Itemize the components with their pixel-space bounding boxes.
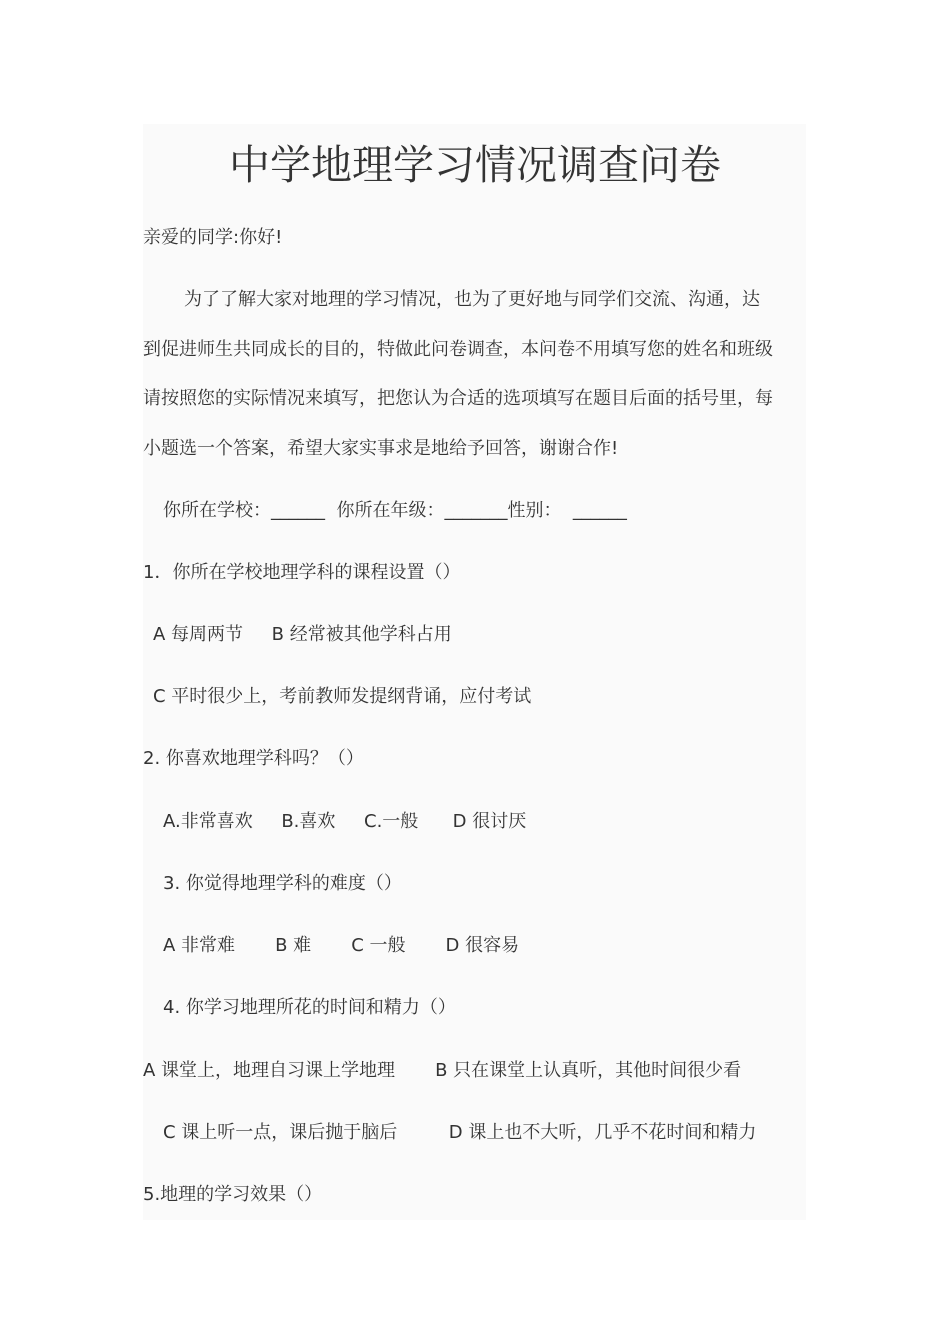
- question-1-options-line-2: C 平时很少上，考前教师发提纲背诵，应付考试: [153, 686, 532, 707]
- question-3: 3. 你觉得地理学科的难度（）: [163, 873, 402, 894]
- question-2: 2. 你喜欢地理学科吗？（）: [143, 748, 364, 769]
- question-4-options-line-1: A 课堂上，地理自习课上学地理 B 只在课堂上认真听，其他时间很少看: [143, 1060, 742, 1081]
- question-5: 5.地理的学习效果（）: [143, 1184, 323, 1205]
- intro-line-1: 为了了解大家对地理的学习情况，也为了更好地与同学们交流、沟通，达: [184, 289, 760, 310]
- greeting: 亲爱的同学:你好!: [143, 227, 283, 248]
- intro-line-2: 到促进师生共同成长的目的，特做此问卷调查，本问卷不用填写您的姓名和班级: [143, 339, 773, 360]
- intro-line-3: 请按照您的实际情况来填写，把您认为合适的选项填写在题目后面的括号里，每: [143, 388, 773, 409]
- document-title: 中学地理学习情况调查问卷: [229, 141, 721, 189]
- question-1: 1．你所在学校地理学科的课程设置（）: [143, 562, 461, 583]
- student-info-line: 你所在学校：______ 你所在年级：_______性别： ______: [163, 500, 627, 521]
- question-1-options-line-1: A 每周两节 B 经常被其他学科占用: [153, 624, 452, 645]
- question-3-options: A 非常难 B 难 C 一般 D 很容易: [163, 935, 520, 956]
- question-4-options-line-2: C 课上听一点，课后抛于脑后 D 课上也不大听，几乎不花时间和精力: [163, 1122, 757, 1143]
- intro-line-4: 小题选一个答案，希望大家实事求是地给予回答，谢谢合作!: [143, 438, 619, 459]
- question-2-options: A.非常喜欢 B.喜欢 C.一般 D 很讨厌: [163, 811, 527, 832]
- question-4: 4. 你学习地理所花的时间和精力（）: [163, 997, 456, 1018]
